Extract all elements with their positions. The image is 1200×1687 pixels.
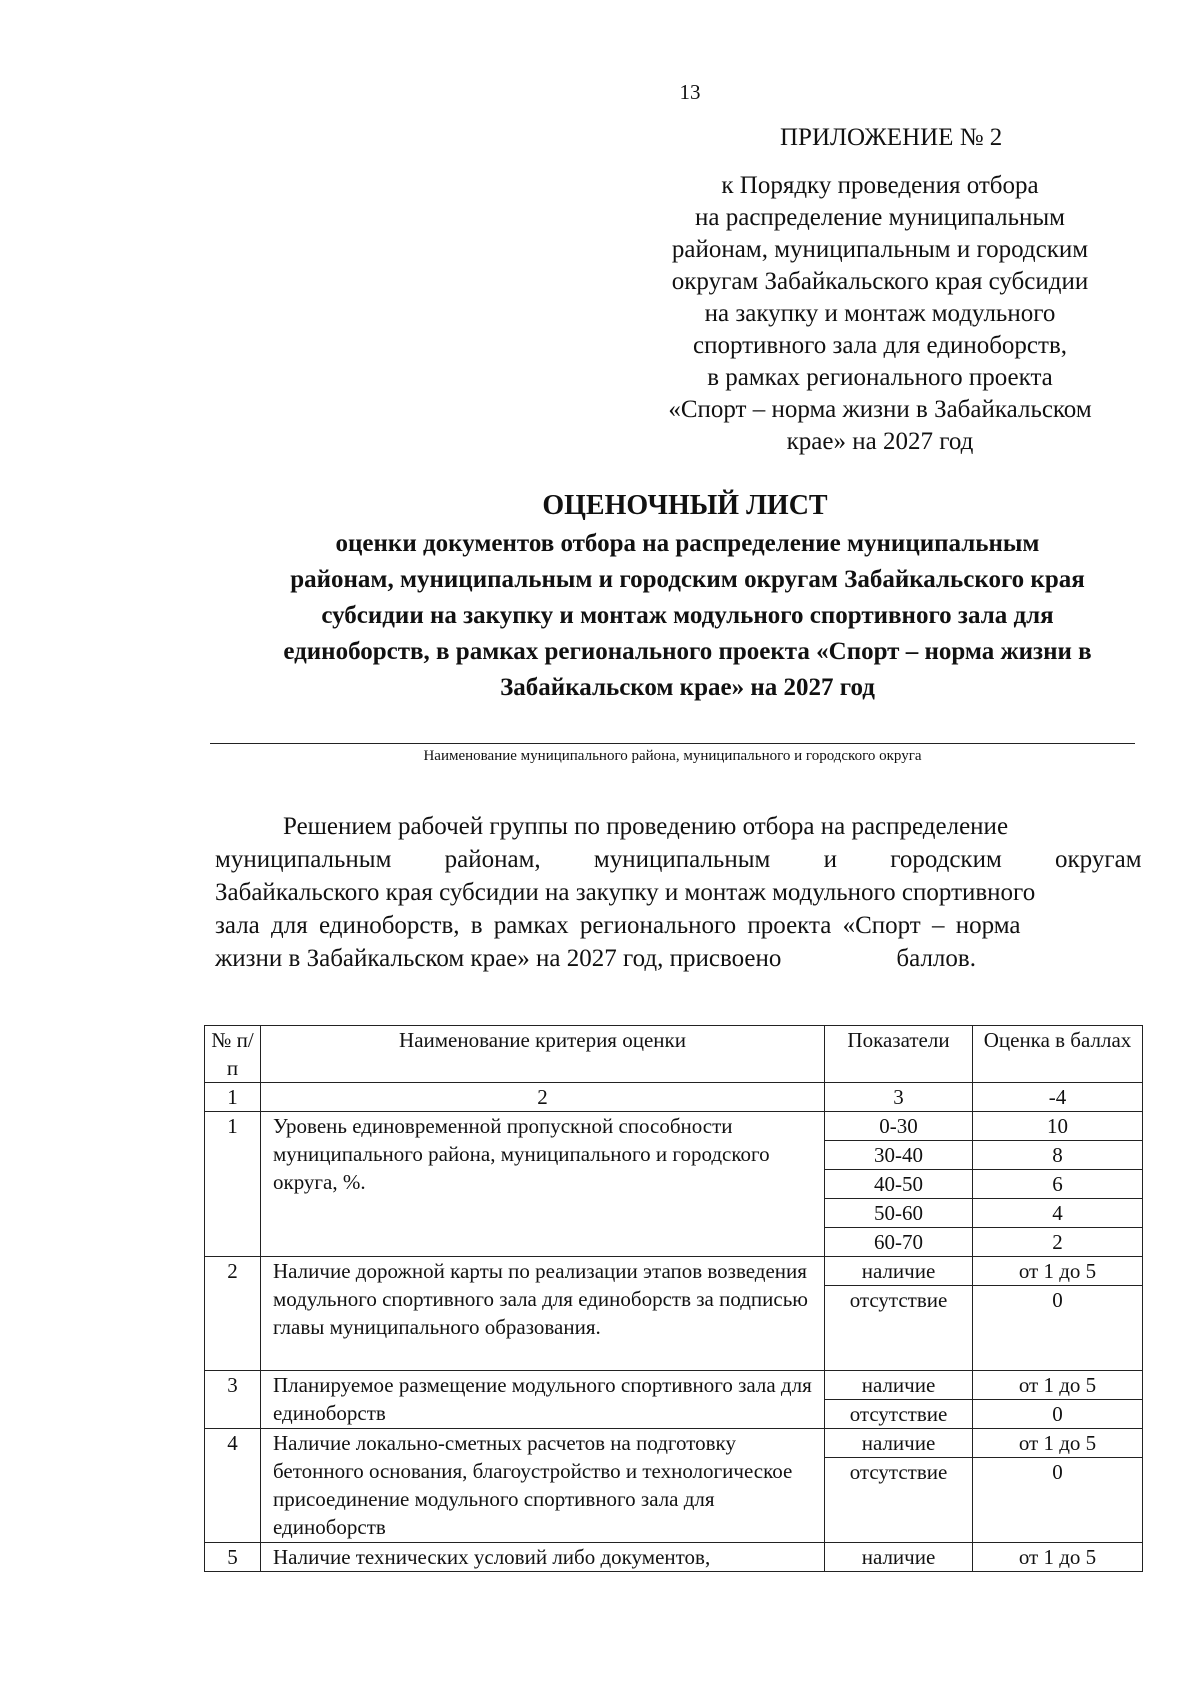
row-score: от 1 до 5 [973, 1429, 1143, 1458]
row-indicator: 40-50 [825, 1170, 973, 1199]
decision-line: зала для единоборств, в рамках регионального проекта «Спорт – норма [215, 912, 1021, 939]
document-title: ОЦЕНОЧНЫЙ ЛИСТ [542, 490, 828, 521]
header-criterion: Наименование критерия оценки [261, 1026, 825, 1083]
appendix-subtitle-line: к Порядку проведения отбора [721, 172, 1039, 199]
header-num: № п/п [205, 1026, 261, 1083]
row-score: 4 [973, 1199, 1143, 1228]
row-num: 3 [205, 1371, 261, 1429]
header-indicators: Показатели [825, 1026, 973, 1083]
appendix-subtitle-line: в рамках регионального проекта [707, 364, 1053, 391]
decision-line-start: жизни в Забайкальском крае» на 2027 год, присвоено [215, 945, 782, 972]
column-number: 3 [825, 1083, 973, 1112]
document-subtitle-line: районам, муниципальным и городским округам Забайкальского края [290, 566, 1085, 593]
document-subtitle-line: оценки документов отбора на распределение муниципальным [335, 530, 1040, 557]
municipality-name-caption: Наименование муниципального района, муниципального и городского округа [423, 748, 922, 764]
row-indicator: наличие [825, 1429, 973, 1458]
appendix-subtitle-line: на распределение муниципальным [695, 204, 1065, 231]
row-score: от 1 до 5 [973, 1371, 1143, 1400]
decision-line [215, 942, 1145, 975]
table-row [205, 1112, 1143, 1141]
row-indicator: наличие [825, 1543, 973, 1572]
table-header-row [205, 1026, 1143, 1083]
row-num: 4 [205, 1429, 261, 1543]
decision-line: Забайкальского края субсидии на закупку и монтаж модульного спортивного [215, 879, 1036, 906]
row-criterion: Наличие дорожной карты по реализации этапов возведения модульного спортивного зала для единоборств за подписью главы муниципального образования. [261, 1257, 825, 1371]
row-score: от 1 до 5 [973, 1257, 1143, 1286]
row-score: 6 [973, 1170, 1143, 1199]
row-indicator: наличие [825, 1371, 973, 1400]
appendix-subtitle-line: крае» на 2027 год [786, 428, 974, 455]
decision-line: Решением рабочей группы по проведению отбора на распределение [283, 813, 1009, 840]
column-number: -4 [973, 1083, 1143, 1112]
document-subtitle-line: единоборств, в рамках регионального проекта «Спорт – норма жизни в [283, 638, 1092, 665]
column-number: 2 [261, 1083, 825, 1112]
row-score: 2 [973, 1228, 1143, 1257]
row-indicator: отсутствие [825, 1458, 973, 1543]
header-score: Оценка в баллах [973, 1026, 1143, 1083]
appendix-subtitle-line: на закупку и монтаж модульного [704, 300, 1056, 327]
row-num: 1 [205, 1112, 261, 1257]
appendix-title: ПРИЛОЖЕНИЕ № 2 [780, 124, 1003, 151]
appendix-subtitle [600, 170, 1160, 458]
row-score: 8 [973, 1141, 1143, 1170]
table-row [205, 1543, 1143, 1572]
document-subtitle [205, 526, 1170, 706]
criteria-table [204, 1025, 1143, 1572]
municipality-name-line [210, 743, 1135, 744]
table-row [205, 1257, 1143, 1286]
appendix-subtitle-line: районам, муниципальным и городским [671, 236, 1089, 263]
table-row [205, 1429, 1143, 1458]
row-indicator: отсутствие [825, 1286, 973, 1371]
row-indicator: 0-30 [825, 1112, 973, 1141]
appendix-subtitle-line: спортивного зала для единоборств, [692, 332, 1067, 359]
row-indicator: 60-70 [825, 1228, 973, 1257]
row-score: 0 [973, 1400, 1143, 1429]
row-indicator: отсутствие [825, 1400, 973, 1429]
row-criterion: Наличие локально-сметных расчетов на подготовку бетонного основания, благоустройство и технологическое присоединение модульного спортивного зала для единоборств [261, 1429, 825, 1543]
column-number-row [205, 1083, 1143, 1112]
appendix-subtitle-line: округам Забайкальского края субсидии [671, 268, 1089, 295]
row-indicator: 30-40 [825, 1141, 973, 1170]
row-num: 2 [205, 1257, 261, 1371]
row-score: от 1 до 5 [973, 1543, 1143, 1572]
decision-points-label: баллов. [896, 945, 976, 972]
row-score: 0 [973, 1458, 1143, 1543]
row-criterion: Планируемое размещение модульного спортивного зала для единоборств [261, 1371, 825, 1429]
table-row [205, 1371, 1143, 1400]
decision-paragraph [215, 810, 1145, 975]
row-criterion: Уровень единовременной пропускной способности муниципального района, муниципального и городского округа, %. [261, 1112, 825, 1257]
row-indicator: наличие [825, 1257, 973, 1286]
row-indicator: 50-60 [825, 1199, 973, 1228]
page-number: 13 [679, 80, 701, 104]
document-subtitle-line: Забайкальском крае» на 2027 год [500, 674, 875, 701]
row-num: 5 [205, 1543, 261, 1572]
row-criterion: Наличие технических условий либо документов, [261, 1543, 825, 1572]
column-number: 1 [205, 1083, 261, 1112]
decision-line: муниципальным районам, муниципальным и городским округам [215, 846, 1142, 873]
row-score: 10 [973, 1112, 1143, 1141]
document-subtitle-line: субсидии на закупку и монтаж модульного спортивного зала для [321, 602, 1054, 629]
appendix-subtitle-line: «Спорт – норма жизни в Забайкальском [668, 396, 1092, 423]
row-score: 0 [973, 1286, 1143, 1371]
